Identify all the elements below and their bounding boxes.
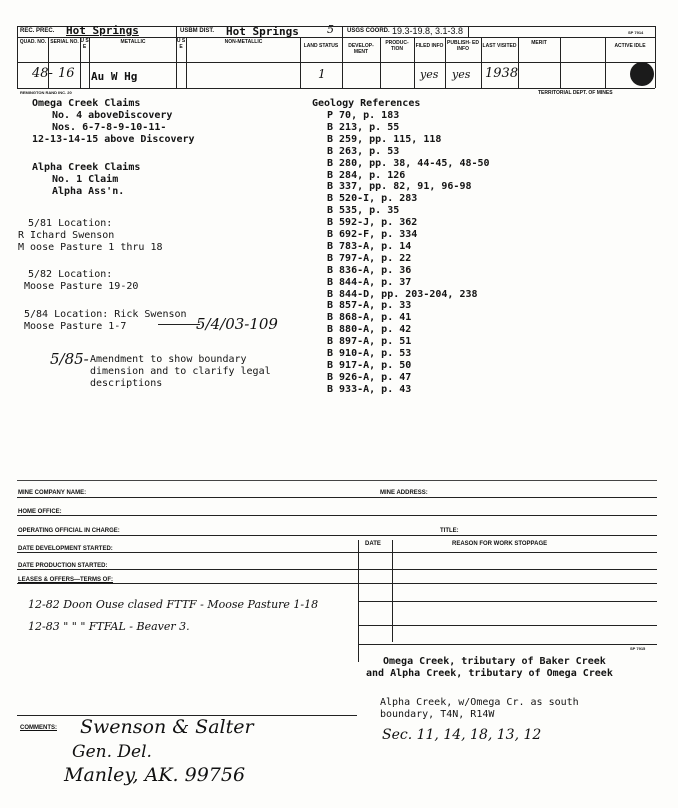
location-desc-2: and Alpha Creek, tributary of Omega Creek xyxy=(366,668,613,679)
geology-reference: B 213, p. 55 xyxy=(327,121,400,133)
geology-reference: B 592-J, p. 362 xyxy=(327,217,418,229)
geology-title: Geology References xyxy=(312,98,421,109)
location-sections: Sec. 11, 14, 18, 13, 12 xyxy=(382,727,542,743)
form-number-2: SP 7915 xyxy=(630,646,646,651)
geology-reference: B 520-I, p. 283 xyxy=(327,193,418,205)
usgs-coord-value: 19.3-19.8, 3.1-3.8 xyxy=(392,26,464,36)
mine-address-label: MINE ADDRESS: xyxy=(380,490,428,496)
amendment-date: 5/85- xyxy=(50,350,89,368)
rec-prec-label: REC. PREC. xyxy=(20,28,55,34)
geology-reference: B 897-A, p. 51 xyxy=(327,336,412,348)
metallic-value: Au W Hg xyxy=(91,70,138,83)
geology-reference: B 926-A, p. 47 xyxy=(327,371,412,383)
geology-reference: B 844-D, pp. 203-204, 238 xyxy=(327,288,478,300)
rec-prec-value: Hot Springs xyxy=(66,24,139,37)
usgs-coord-label: USGS COORD. xyxy=(347,28,390,34)
geology-reference: B 797-A, p. 22 xyxy=(327,252,412,264)
geology-reference: B 337, pp. 82, 91, 96-98 xyxy=(327,181,472,193)
col-use-nonmetallic: U S E xyxy=(176,38,186,50)
serial-no-value: 16 xyxy=(58,66,75,81)
geology-reference: B 263, p. 53 xyxy=(327,145,400,157)
home-office-label: HOME OFFICE: xyxy=(18,509,62,515)
amendment-line3: descriptions xyxy=(90,378,163,389)
operating-official-label: OPERATING OFFICIAL IN CHARGE: xyxy=(18,528,120,534)
col-nonmetallic: NON-METALLIC xyxy=(224,39,263,45)
geology-reference: B 535, p. 35 xyxy=(327,205,400,217)
col-published-info: PUBLISH- ED INFO xyxy=(447,40,479,52)
reason-column-label: REASON FOR WORK STOPPAGE xyxy=(452,541,548,547)
location-desc-1: Omega Creek, tributary of Baker Creek xyxy=(383,656,606,667)
col-quad-no: QUAD. NO. xyxy=(19,39,47,45)
geology-reference: B 836-A, p. 36 xyxy=(327,264,412,276)
geology-reference: B 910-A, p. 53 xyxy=(327,348,412,359)
col-development: DEVELOP- MENT xyxy=(348,43,374,55)
comment-line-3: Manley, AK. 99756 xyxy=(64,764,246,786)
published-info-value: yes xyxy=(452,68,471,81)
geology-reference: B 868-A, p. 41 xyxy=(327,312,412,324)
location-1-owner: R Ichard Swenson xyxy=(18,230,115,241)
printer-imprint: REMINGTON RAND INC. 20 xyxy=(20,90,72,95)
col-land-status: LAND STATUS xyxy=(303,43,339,49)
usbm-dist-label: USBM DIST. xyxy=(180,28,215,34)
geology-reference: B 857-A, p. 33 xyxy=(327,300,412,312)
usbm-dist-value: Hot Springs xyxy=(226,25,299,38)
comment-line-2: Gen. Del. xyxy=(72,742,152,762)
amendment-line1: Amendment to show boundary xyxy=(90,354,247,365)
date-development-label: DATE DEVELOPMENT STARTED: xyxy=(18,546,113,552)
omega-claims-line1: No. 4 aboveDiscovery xyxy=(52,110,173,121)
mine-company-label: MINE COMPANY NAME: xyxy=(18,490,87,496)
alpha-claims-line2: Alpha Ass'n. xyxy=(52,186,125,197)
geology-reference: P 70, p. 183 xyxy=(327,110,400,121)
strikethrough-mark xyxy=(158,324,200,325)
location-2-claims: Moose Pasture 19-20 xyxy=(24,281,139,292)
location-3-claims: Moose Pasture 1-7 xyxy=(24,321,127,332)
alpha-claims-title: Alpha Creek Claims xyxy=(32,162,141,173)
omega-claims-line3: 12-13-14-15 above Discovery xyxy=(32,134,195,145)
lease-entry-2: 12-83 " " " FTFAL - Beaver 3. xyxy=(28,620,190,633)
date-column-label: DATE xyxy=(365,541,381,547)
geology-reference: B 917-A, p. 50 xyxy=(327,359,412,371)
location-1-claims: M oose Pasture 1 thru 18 xyxy=(18,242,163,253)
geology-reference: B 692-F, p. 334 xyxy=(327,229,418,240)
amendment-line2: dimension and to clarify legal xyxy=(90,366,271,377)
geology-reference: B 284, p. 126 xyxy=(327,169,406,181)
geology-reference: B 933-A, p. 43 xyxy=(327,383,412,395)
location-3-handwritten: 5/4/03-109 xyxy=(196,315,278,333)
lease-entry-1: 12-82 Doon Ouse clased FTTF - Moose Pasture 1-18 xyxy=(28,598,319,611)
active-idle-mark xyxy=(630,62,654,86)
geology-reference: B 259, pp. 115, 118 xyxy=(327,133,442,145)
location-desc-3: Alpha Creek, w/Omega Cr. as south xyxy=(380,697,579,708)
col-metallic: METALLIC xyxy=(120,39,146,45)
form-number: SP 7914 xyxy=(628,30,644,35)
quad-no-value: 48- xyxy=(32,66,53,81)
omega-claims-title: Omega Creek Claims xyxy=(32,98,141,109)
location-desc-4: boundary, T4N, R14W xyxy=(380,709,495,720)
geology-reference: B 783-A, p. 14 xyxy=(327,240,412,252)
land-status-value: 1 xyxy=(318,67,326,81)
territorial-dept: TERRITORIAL DEPT. OF MINES xyxy=(538,90,613,96)
col-last-visited: LAST VISITED xyxy=(482,43,517,49)
geology-reference: B 280, pp. 38, 44-45, 48-50 xyxy=(327,157,490,169)
date-production-label: DATE PRODUCTION STARTED: xyxy=(18,563,108,569)
location-2-date: 5/82 Location: xyxy=(28,269,113,280)
leases-label: LEASES & OFFERS—TERMS OF: xyxy=(18,577,114,583)
col-use-metallic: U S E xyxy=(80,38,89,50)
col-filed-info: FILED INFO xyxy=(415,43,444,49)
geology-reference: B 880-A, p. 42 xyxy=(327,324,412,336)
omega-claims-line2: Nos. 6-7-8-9-10-11- xyxy=(52,122,167,133)
usbm-dist-mark: 5 xyxy=(327,23,334,36)
geology-reference: B 844-A, p. 37 xyxy=(327,276,412,288)
col-production: PRODUC- TION xyxy=(385,40,409,52)
comments-label: COMMENTS: xyxy=(20,725,57,731)
col-serial-no: SERIAL NO. xyxy=(50,39,79,45)
comment-line-1: Swenson & Salter xyxy=(80,716,254,738)
title-label: TITLE: xyxy=(440,528,459,534)
location-1-date: 5/81 Location: xyxy=(28,218,113,229)
location-3-date: 5/84 Location: Rick Swenson xyxy=(24,309,187,320)
col-active-idle: ACTIVE IDLE xyxy=(614,43,646,49)
col-merit: MERIT xyxy=(531,40,547,46)
filed-info-value: yes xyxy=(420,68,439,81)
alpha-claims-line1: No. 1 Claim xyxy=(52,174,119,185)
last-visited-value: 1938 xyxy=(485,66,519,81)
